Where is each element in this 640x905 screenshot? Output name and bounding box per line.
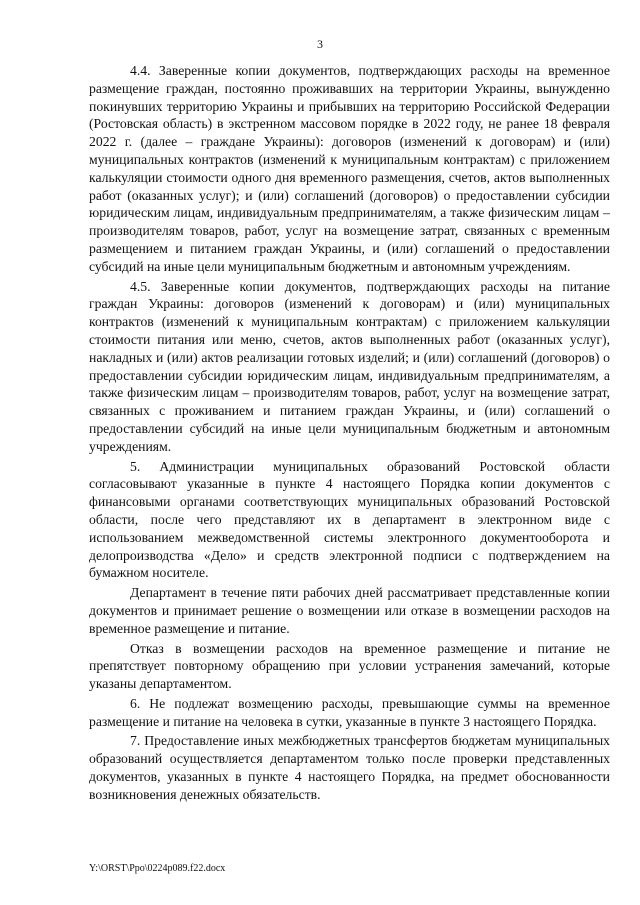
paragraph-4-4: 4.4. Заверенные копии документов, подтверждающих расходы на временное размещение граждан, постоянно проживавших на территории Украины, вынужденно покинувших территорию Украины и прибывших на территорию Российской Федерации (Ростовская область) в экстренном массовом порядке в 2022 году, не ранее 18 февраля 2022 г. (далее – граждане Украины): договоров (изменений к договорам) и (или) муниципальных контрактов (изменений к муниципальным контрактам) с приложением калькуляции стоимости одного дня временного размещения, счетов, актов выполненных работ (оказанных услуг); и (или) соглашений (договоров) о предоставлении субсидии юридическим лицам, индивидуальным предпринимателям, а также физическим лицам – производителям товаров, работ, услуг на возмещение затрат, связанных с временным размещением и питанием граждан Украины, и (или) соглашений о предоставлении субсидий на иные цели муниципальным бюджетным и автономным учреждениям. <box>89 63 610 274</box>
paragraph-4-5: 4.5. Заверенные копии документов, подтверждающих расходы на питание граждан Украины: договоров (изменений к договорам) и (или) муниципальных контрактов (изменений к муниципальным контрактам) с приложением калькуляции стоимости питания или меню, счетов, актов выполненных работ (оказанных услуг), накладных и (или) актов реализации готовых изделий; и (или) соглашений (договоров) о предоставлении субсидии юридическим лицам, индивидуальным предпринимателям, а также физическим лицам – производителям товаров, работ, услуг на возмещение затрат, связанных с проживанием и питанием граждан Украины, и (или) соглашений о предоставлении субсидий на иные цели муниципальным бюджетным и автономным учреждениям. <box>89 278 610 454</box>
page-number: 3 <box>317 37 323 51</box>
paragraph-6: 6. Не подлежат возмещению расходы, превышающие суммы на временное размещение и питание на человека в сутки, указанные в пункте 3 настоящего Порядка. <box>89 695 610 729</box>
paragraph-department-review: Департамент в течение пяти рабочих дней рассматривает представленные копии документов и принимает решение о возмещении или отказе в возмещении расходов на временное размещение и питание. <box>89 585 610 636</box>
document-body <box>89 62 610 806</box>
paragraph-refusal: Отказ в возмещении расходов на временное размещение и питание не препятствует повторному обращению при условии устранения замечаний, которые указаны департаментом. <box>89 640 610 692</box>
file-path-footer: Y:\ORST\Ppo\0224p089.f22.docx <box>89 863 226 874</box>
paragraph-7: 7. Предоставление иных межбюджетных трансфертов бюджетам муниципальных образований осуществляется департаментом только после проверки представленных документов, указанных в пункте 4 настоящего Порядка, на предмет обоснованности возникновения денежных обязательств. <box>89 733 610 802</box>
paragraph-5: 5. Администрации муниципальных образований Ростовской области согласовывают указанные в пункте 4 настоящего Порядка копии документов с финансовыми органами соответствующих муниципальных образований Ростовской области, после чего представляют их в департамент в электронном виде с использованием межведомственной системы электронного документооборота и делопроизводства «Дело» и средств электронной подписи с подтверждением на бумажном носителе. <box>89 458 610 581</box>
